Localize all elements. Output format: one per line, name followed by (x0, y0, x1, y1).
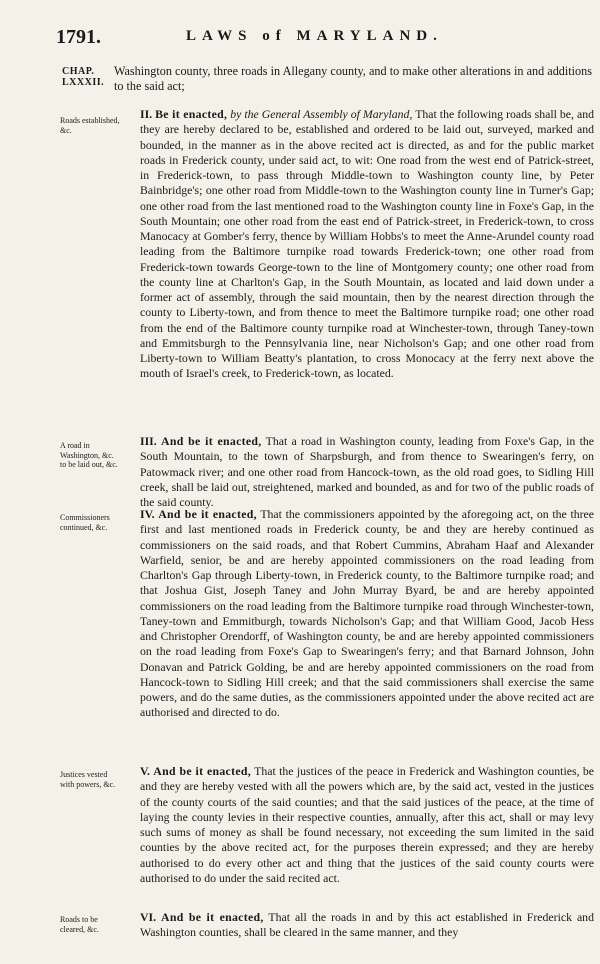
margin-note-road-washington: A road in Washington, &c. to be laid out, &c. (60, 441, 118, 469)
section-iii (140, 434, 594, 510)
margin-note-roads-cleared: Roads to be cleared, &c. (60, 915, 99, 934)
chap-number: LXXXII. (62, 77, 105, 88)
enacting-clause: And be it enacted, (161, 910, 264, 924)
section-v (140, 764, 594, 886)
section-vi (140, 910, 594, 941)
running-title: LAWS of MARYLAND. (186, 28, 443, 44)
section-number: II. (140, 107, 153, 121)
margin-note-roads-established: Roads established, &c. (60, 116, 120, 135)
section-body: That the justices of the peace in Frederick and Washington counties, be and they are hereby vested with all the powers which are, by the said act, vested in the justices of the county courts of the said counties; and that the said justices of the peace, at the time of laying the county levies in their respective counties, annually, after this act, shall or may levy such sums of money as shall be found necessary, not exceeding the sum limited in the said counties by the above recited act, for the purposes therein expressed; and they are hereby authorised to do every other act and thing that the justices of the said county courts were authorised to do under the said recited act. (140, 764, 594, 885)
section-number: III. (140, 434, 157, 448)
section-number: VI. (140, 910, 157, 924)
margin-note-commissioners: Commissioners continued, &c. (60, 513, 110, 532)
page-year: 1791. (56, 26, 101, 48)
chapter-intro: Washington county, three roads in Allegany county, and to make other alterations in and additions to the said act; (114, 64, 592, 93)
margin-note-justices: Justices vested with powers, &c. (60, 770, 116, 789)
chap-word: CHAP. (62, 66, 95, 77)
section-number: V. (140, 764, 150, 778)
page-header (56, 26, 576, 48)
assembly-clause: by the General Assembly of Maryland, (230, 107, 413, 121)
section-body: That the following roads shall be, and they are hereby declared to be, established and ordered to be laid out, surveyed, marked and bounded, in the manner as in the above recited act is directed, as and for the public market roads in Frederick county, under said act, to wit: One road from the west end of Patrick-street, in Frederick-town, to pass through Middle-town to Washington county line, by Peter Bainbridge's; one other road from Middle-town to the Washington county line in Turner's Gap; one other road from the last mentioned road to the Washington county line in Foxe's Gap, in the South Mountain; one other road from the east end of Patrick-street, in Frederick-town, to cross Manocacy at Gomber's ferry, thence by William Hobbs's to meet the Anne-Arundel county road leading from the Baltimore turnpike road towards Frederick-town; one other road from Frederick-town towards George-town to the line of Montgomery county; one other road from the county line at Charlton's Gap, in the South Mountain, as located and laid down under a former act of assembly, through the said mountain, then by the nearest direction through the county to Liberty-town, and from thence to meet the Baltimore turnpike road; one other road from the end of the Baltimore county turnpike road at Winchester-town, through Taney-town and Emmitsburgh to the Pennsylvania line, near Nicholson's Gap; and one other road from Liberty-town to William Beatty's plantation, to cross Monocacy at the ferry next above the mouth of Israel's creek, to Frederick-town, as located. (140, 107, 594, 381)
enacting-clause: And be it enacted, (158, 507, 257, 521)
section-iv (140, 507, 594, 721)
enacting-clause: Be it enacted, (155, 107, 228, 121)
section-body: That all the roads in and by this act established in Frederick and Washington counties, shall be cleared in the same manner, and they (140, 910, 594, 940)
enacting-clause: And be it enacted, (161, 434, 262, 448)
section-number: IV. (140, 507, 155, 521)
enacting-clause: And be it enacted, (153, 764, 251, 778)
section-ii (140, 107, 594, 382)
chapter-label (62, 66, 114, 88)
section-body: That the commissioners appointed by the aforegoing act, on the three first and last mentioned roads in Frederick county, be and they are hereby continued as commissioners on the said roads, and that Robert Cummins, Abraham Haaf and Alexander Warfield, senior, be and are hereby appointed commissioners on the road leading from Charlton's Gap through Liberty-town, in Frederick county, to the Baltimore turnpike road; and that Joshua Gist, Joseph Taney and John Murray Byard, be and are hereby appointed commissioners on the road leading from the Baltimore turnpike road through Winchester-town, Taney-town and Emmitburgh, towards Nicholson's Gap; and that William Good, Jacob Hess and Christopher Orendorff, of Washington county, be and are hereby appointed commissioners on the road leading from Foxe's Gap to Swearingen's ferry; and that Barnard Johnson, John Donavan and Patrick Golding, be and are hereby appointed commissioners on the road from Hancock-town to Sidling Hill creek; and that the said commissioners shall exercise the same powers, and do the same duties, as the commissioners appointed under the above recited act are authorised and directed to do. (140, 507, 595, 720)
section-body: That a road in Washington county, leading from Foxe's Gap, in the South Mountain, to the town of Sharpsburgh, and from thence to Swearingen's ferry, on Patowmack river; and one other road from Hancock-town, as the old road goes, to Sidling Hill creek, shall be laid out, streightened, marked and bounded, as and for two of the public roads of the said county. (140, 434, 595, 509)
